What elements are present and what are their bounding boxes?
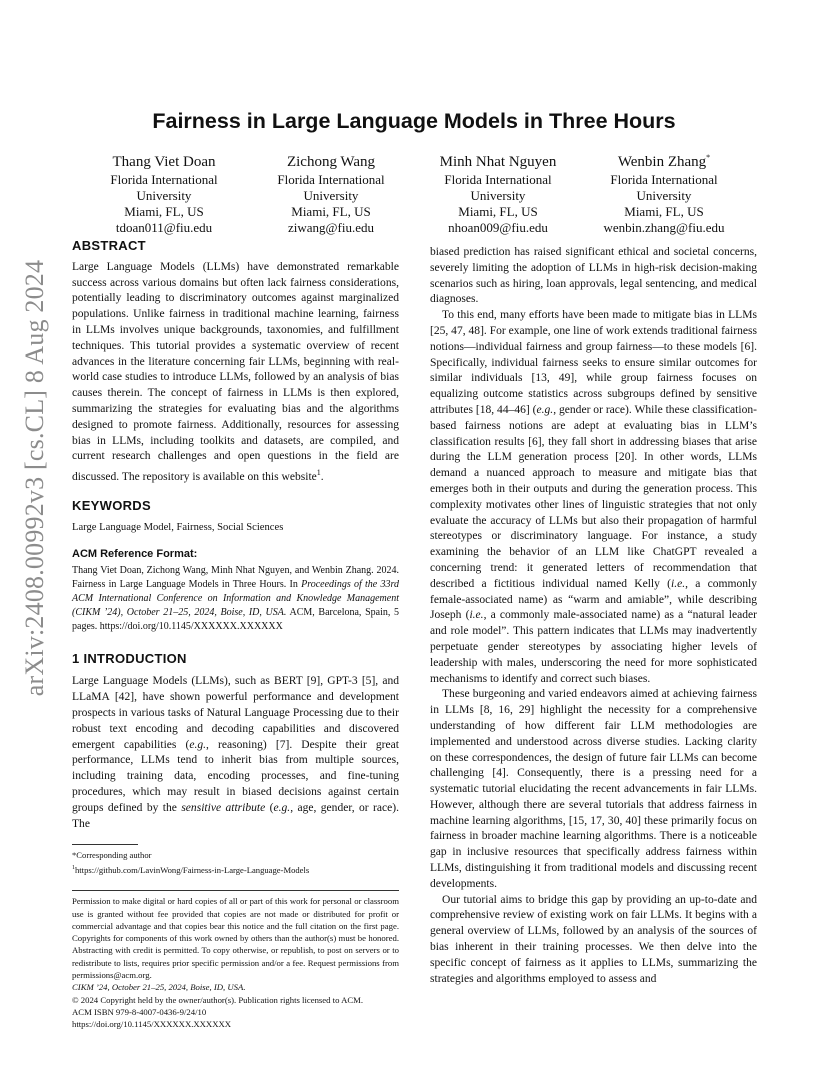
paragraph: These burgeoning and varied endeavors aimed at achieving fairness in LLMs [8, 16, 29] highlight the necessity for a comprehensive understanding of how different fair LLM methodologies are implemented and understood across diverse studies. Lacking clarity on these correspondences, the design of future fair LLMs can become challenging [4]. Consequently, there is a pressing need for a systematic tutorial elucidating the recent advancements in fair LLMs. However, although there are several tutorials that address fairness in machine learning algorithms, [15, 17, 30, 40] these primarily focus on fairness in broader machine learning algorithms. There is a noticeable gap in inclusive resources that specifically address fairness within LLMs, distinguishing it from traditional models and discussing recent developments. (430, 688, 757, 890)
conference-line: CIKM ’24, October 21–25, 2024, Boise, ID, USA. (72, 982, 246, 993)
author-email: wenbin.zhang@fiu.edu (603, 220, 725, 235)
intro-paragraph: Large Language Models (LLMs), such as BERT [9], GPT-3 [5], and LLaMA [42], have shown powerful performance and development prospects in various tasks of Natural Language Processing due to their robust text encoding and decoding capabilities and discovered emergent capabilities (e.g., reasoning) [7]. Despite their great performance, LLMs tend to inherit bias from multiple sources, including training data, encoding processes, and fine-tuning procedures, which may result in biased decisions against certain groups defined by the sensitive attribute (e.g., age, gender, or race). The (72, 675, 399, 830)
author-affiliation: Florida International (277, 172, 385, 187)
paragraph: To this end, many efforts have been made to mitigate bias in LLMs [25, 47, 48]. For example, one line of work extends traditional fairness notions—individual fairness and group fairness—to these models [6]. Specifically, individual fairness seeks to ensure similar outcomes for similar individuals [13, 49], while group fairness focuses on equalizing outcome statistics across subgroups defined by sensitive attributes [18, 44–46] (e.g., gender or race). While these classification-based fairness notions are adept at evaluating bias in LLM’s classification results [6], they fall short in addressing biases that arise during the LLM generation process [20]. In other words, LLMs demand a nuanced approach to measure and mitigate bias that emerges both in their outputs and during the generation process. This complexity motivates other lines of linguistic strategies that not only evaluate the accuracy of LLMs but also their propagation of harmful stereotypes or discriminatory language. For instance, a study examining the behavior of an LLM like ChatGPT revealed a concerning trend: it generated letters of recommendation that described a fictitious individual named Kelly (i.e., a commonly female-associated name) as “warm and amiable”, while describing Joseph (i.e., a commonly male-associated name) as a “natural leader and role model”. This pattern indicates that LLMs may inadvertently perpetuate gender stereotypes by associating higher levels of leadership with males, underscoring the need for more sophisticated mechanisms to identify and correct such biases. (430, 309, 757, 685)
author-email: tdoan011@fiu.edu (115, 220, 213, 235)
author-2 (248, 148, 414, 236)
footnote-rule (72, 844, 138, 845)
permission-rule (72, 890, 399, 891)
author-affiliation-2: University (136, 188, 192, 203)
arxiv-sidebar-stamp (12, 259, 58, 697)
author-affiliation: Florida International (610, 172, 718, 187)
isbn-line: ACM ISBN 979-8-4007-0436-9/24/10 (72, 1006, 207, 1017)
author-affiliation: Florida International (444, 172, 552, 187)
paper-title: Fairness in Large Language Models in Three Hours (152, 109, 676, 133)
author-affiliation: Florida International (110, 172, 218, 187)
paragraph: biased prediction has raised significant ethical and societal concerns, severely limiting the adoption of LLMs in high-risk decision-making scenarios such as hiring, loan approvals, legal sentencing, and medical diagnoses. (430, 246, 757, 306)
abstract-text: Large Language Models (LLMs) have demonstrated remarkable success across various domains but often lack fairness considerations, potentially leading to discriminatory outcomes against marginalized populations. Unlike fairness in traditional machine learning, fairness in LLMs involves unique backgrounds, taxonomies, and fulfillment techniques. This tutorial provides a systematic overview of recent advances in the literature concerning fair LLMs, beginning with real-world case studies to introduce LLMs, followed by an analysis of bias causes therein. The concept of fairness in LLMs is then explored, summarizing the strategies for evaluating bias and the algorithms designed to promote fairness. Additionally, resources for assessing bias in LLMs, including toolkits and datasets, are compiled, and current research challenges and open questions in the field are discussed. The repository is available on this website$^1$. (72, 260, 399, 483)
author-affiliation-2: University (636, 188, 692, 203)
permission-block (72, 890, 399, 1030)
footnote-corresponding: *Corresponding author (72, 850, 152, 861)
author-location: Miami, FL, US (458, 204, 538, 219)
author-email: nhoan009@fiu.edu (448, 220, 548, 235)
author-affiliation-2: University (303, 188, 359, 203)
acm-reference: ACM Reference Format: Thang Viet Doan, Zichong Wang, Minh Nhat Nguyen, and Wenbin Zhang. 2024. Fairness in Large Language Models in Three Hours. In Proceedings of the 33rd ACM International Conference on Information and Knowledge Management (CIKM ’24), October 21–25, 2024, Boise, ID, USA. ACM, Barcelona, Spain, 5 pages. https://doi.org/10.1145/XXXXXX.XXXXXX (72, 548, 399, 633)
footnote-url: $^1$https://github.com/LavinWong/Fairness-in-Large-Language-Models (72, 864, 310, 875)
author-location: Miami, FL, US (124, 204, 204, 219)
section-heading-introduction: 1 INTRODUCTION (72, 650, 187, 666)
copyright-line: © 2024 Copyright held by the owner/author(s). Publication rights licensed to ACM. (72, 994, 364, 1005)
acm-reference-heading: ACM Reference Format: (72, 548, 198, 561)
author-name: Minh Nhat Nguyen (439, 154, 557, 170)
author-affiliation-2: University (470, 188, 526, 203)
right-column (430, 245, 757, 987)
author-name: Wenbin Zhang* (617, 153, 711, 170)
author-location: Miami, FL, US (291, 204, 371, 219)
left-column (72, 238, 399, 1031)
author-name: Zichong Wang (286, 154, 376, 170)
author-1 (81, 148, 247, 236)
paragraph: Our tutorial aims to bridge this gap by providing an up-to-date and comprehensive review of existing work on fair LLMs. It begins with a general overview of LLMs, followed by an analysis of the sources of bias inherent in their training processes. We then delve into the specific concept of fairness as it applies to LLMs, summarizing the strategies and algorithms employed to assess and (430, 893, 757, 985)
abstract-heading: ABSTRACT (72, 238, 146, 253)
author-name: Thang Viet Doan (112, 154, 216, 170)
doi-line: https://doi.org/10.1145/XXXXXX.XXXXXX (72, 1019, 232, 1030)
permission-text: Permission to make digital or hard copies of all or part of this work for personal or classroom use is granted without fee provided that copies are not made or distributed for profit or commercial advantage and that copies bear this notice and the full citation on the first page. Copyrights for components of this work owned by others than the author(s) must be honored. Abstracting with credit is permitted. To copy otherwise, or republish, to post on servers or to redistribute to lists, requires prior specific permission and/or a fee. Request permissions from permissions@acm.org. (72, 896, 399, 981)
author-email: ziwang@fiu.edu (288, 220, 374, 235)
arxiv-id: arXiv:2408.00992v3 [cs.CL] 8 Aug 2024 (20, 259, 49, 697)
footnote-ref: 1 (316, 468, 321, 478)
author-3 (415, 148, 581, 236)
keywords-text: Large Language Model, Fairness, Social Sciences (72, 521, 284, 533)
footnotes (72, 844, 399, 876)
author-location: Miami, FL, US (624, 204, 704, 219)
author-4 (581, 148, 747, 236)
keywords-heading: KEYWORDS (72, 497, 151, 513)
